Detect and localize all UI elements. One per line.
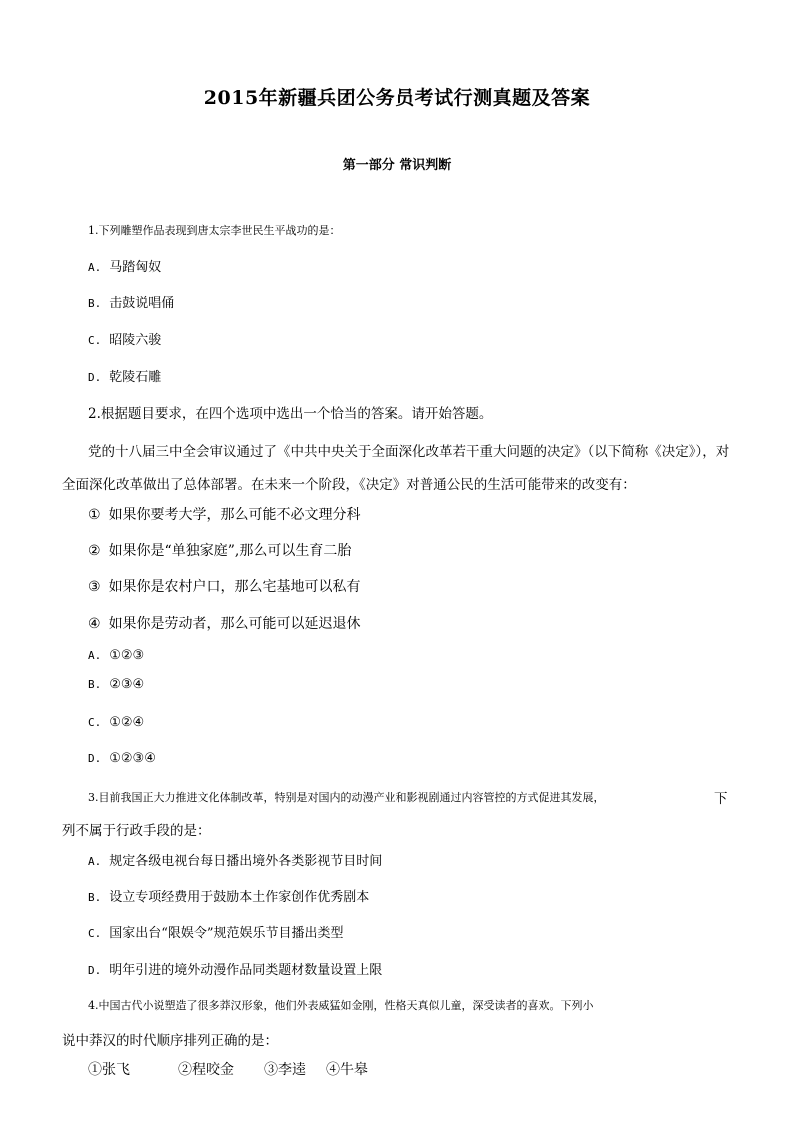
question-2-paragraph-line-1: 党的十八届三中全会审议通过了《中共中央关于全面深化改革若干重大问题的决定》（以下简称《决定》），对 (88, 444, 730, 460)
name-item: ①张飞 (88, 1062, 130, 1078)
option-text: 乾陵石雕 (109, 370, 162, 385)
item-text: 如果你是“单独家庭”,那么可以生育二胎 (108, 543, 352, 559)
option-label: D. (88, 371, 102, 384)
item-number: ③ (88, 579, 101, 595)
option-label: B. (88, 678, 102, 691)
item-text: 如果你是劳动者，那么可能可以延迟退休 (108, 616, 361, 632)
option-label: C. (88, 927, 102, 940)
q3-option-a (88, 850, 382, 869)
question-1-stem: 1.下列雕塑作品表现到唐太宗李世民生平战功的是： (88, 224, 341, 237)
q4-names-row (88, 1059, 368, 1079)
option-text: 明年引进的境外动漫作品同类题材数量设置上限 (109, 963, 383, 978)
option-text: ②③④ (109, 677, 145, 692)
item-number: ② (88, 543, 101, 559)
q2-item-2 (88, 540, 351, 560)
item-text: 如果你是农村户口，那么宅基地可以私有 (108, 579, 361, 595)
item-number: ④ (88, 616, 101, 632)
item-number: ① (88, 507, 101, 523)
document-title: 2015年新疆兵团公务员考试行测真题及答案 (203, 87, 591, 109)
q1-option-d (88, 366, 161, 385)
option-label: A. (88, 261, 102, 274)
option-label: B. (88, 297, 102, 310)
q2-option-d (88, 751, 156, 766)
q3-option-c (88, 922, 344, 941)
option-text: 昭陵六骏 (109, 333, 162, 348)
question-3-stem-line-2: 列不属于行政手段的是： (62, 823, 211, 839)
question-2-paragraph-line-2: 全面深化改革做出了总体部署。在未来一个阶段，《决定》对普通公民的生活可能带来的改变有： (62, 477, 636, 493)
q2-item-1 (88, 504, 361, 524)
q3-option-d (88, 959, 382, 978)
name-item: ③李逵 (264, 1062, 306, 1078)
q3-option-b (88, 886, 369, 905)
name-item: ④牛皋 (326, 1062, 368, 1078)
q2-option-c (88, 715, 144, 730)
option-label: C. (88, 716, 102, 729)
option-text: ①②③ (109, 648, 145, 663)
option-label: A. (88, 649, 102, 662)
q2-option-b (88, 677, 144, 692)
option-text: 设立专项经费用于鼓励本土作家创作优秀剧本 (109, 890, 370, 905)
option-text: ①②④ (109, 715, 145, 730)
option-text: 马踏匈奴 (109, 260, 162, 275)
section-heading: 第一部分 常识判断 (342, 158, 452, 173)
option-label: C. (88, 334, 102, 347)
option-label: B. (88, 891, 102, 904)
question-4-stem-line-2: 说中莽汉的时代顺序排列正确的是： (62, 1033, 278, 1049)
option-label: D. (88, 964, 102, 977)
question-2-stem: 2.根据题目要求，在四个选项中选出一个恰当的答案。请开始答题。 (88, 406, 493, 422)
q1-option-a (88, 256, 161, 275)
q1-option-c (88, 329, 161, 348)
question-3-stem-tail: 下 (714, 791, 728, 807)
option-text: 国家出台“限娱令”规范娱乐节目播出类型 (109, 926, 344, 941)
question-4-stem-line-1: 4.中国古代小说塑造了很多莽汉形象，他们外表威猛如金刚，性格天真似儿童，深受读者的喜欢。下列小 (88, 999, 594, 1012)
option-label: D. (88, 752, 102, 765)
option-text: 击鼓说唱俑 (109, 296, 175, 311)
option-text: 规定各级电视台每日播出境外各类影视节目时间 (109, 854, 383, 869)
q2-item-4 (88, 613, 361, 633)
option-text: ①②③④ (109, 751, 156, 766)
item-text: 如果你要考大学，那么可能不必文理分科 (108, 507, 361, 523)
name-item: ②程咬金 (178, 1062, 234, 1078)
q2-option-a (88, 648, 144, 663)
q1-option-b (88, 292, 174, 311)
option-label: A. (88, 855, 102, 868)
q2-item-3 (88, 576, 361, 596)
question-3-stem-line-1: 3.目前我国正大力推进文化体制改革，特别是对国内的动漫产业和影视剧通过内容管控的方式促进其发展， (88, 791, 605, 804)
